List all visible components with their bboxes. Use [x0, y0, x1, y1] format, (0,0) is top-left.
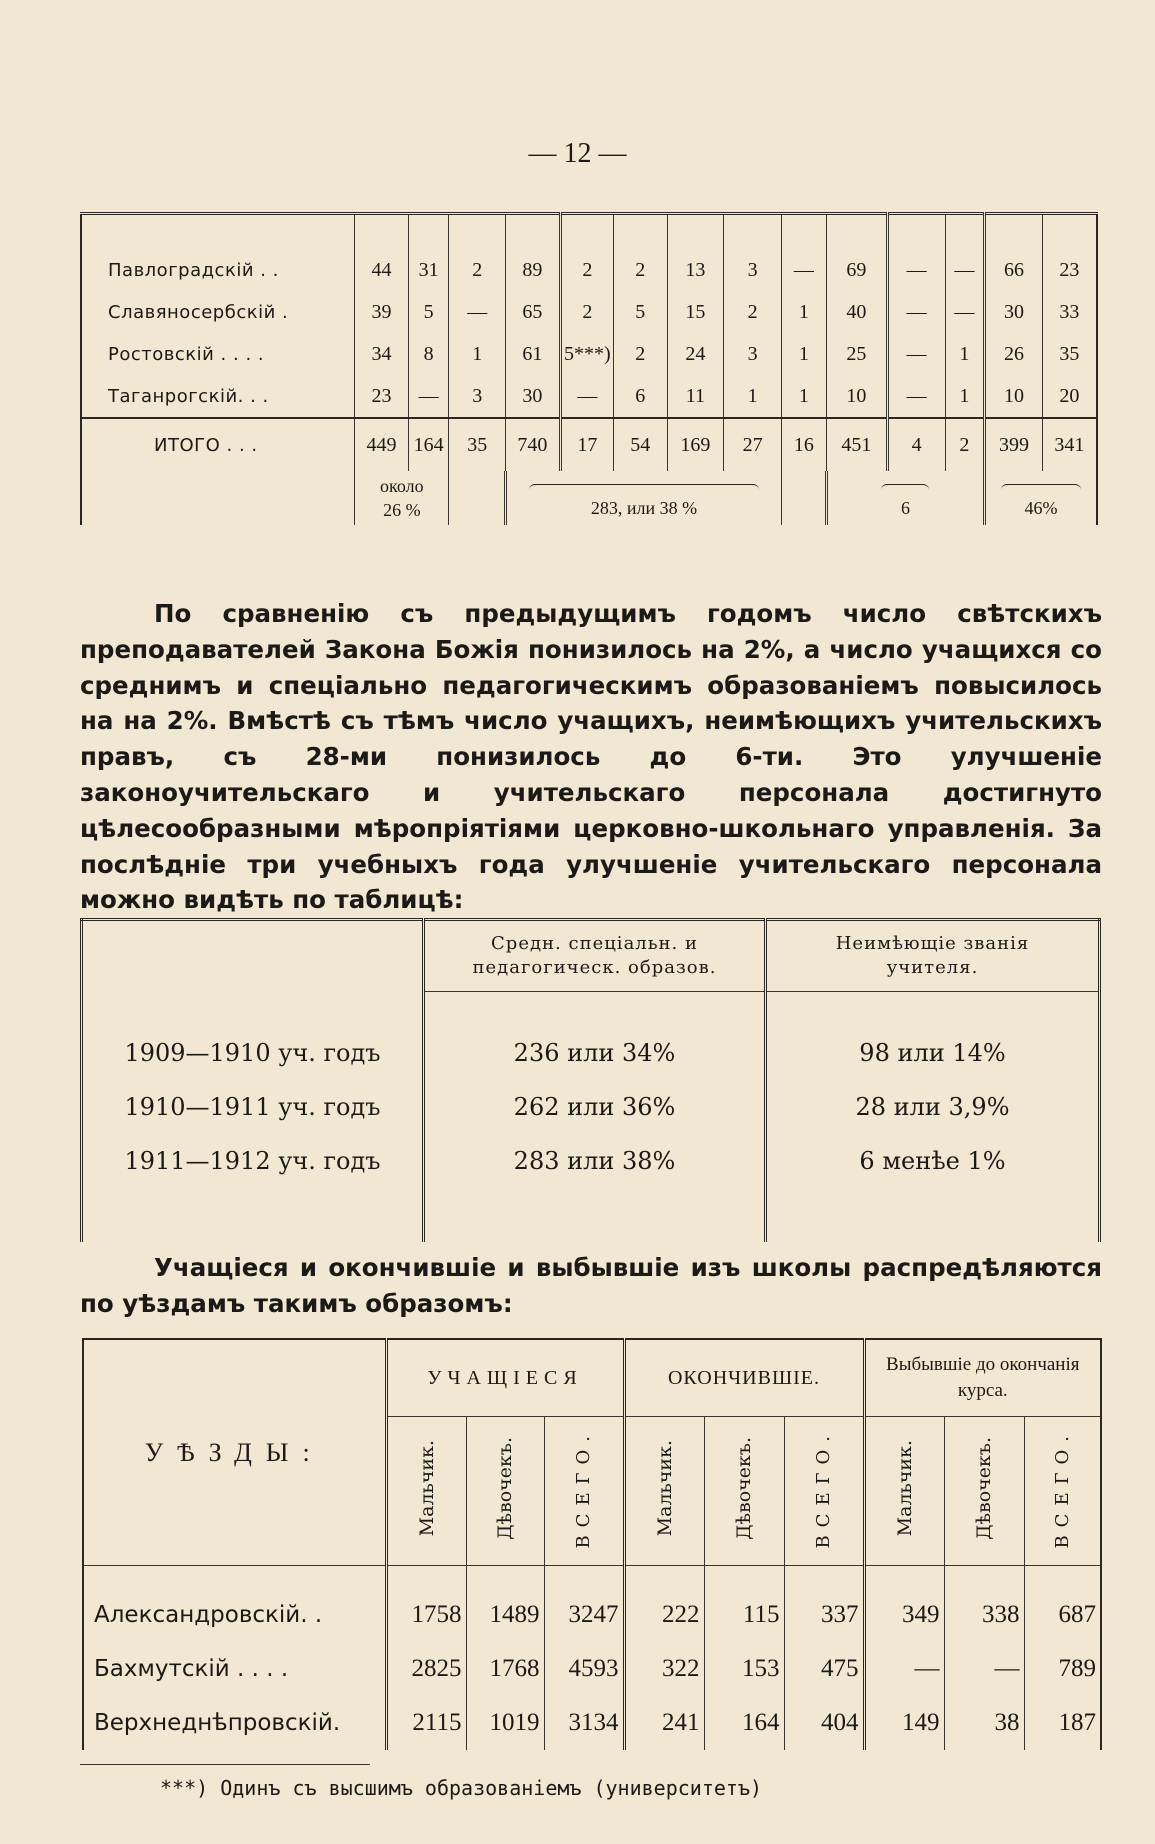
cell-value: 31: [408, 249, 449, 291]
column-subheader: Мальчик.: [415, 1440, 438, 1537]
district-row: [83, 1642, 1101, 1696]
district-name: Ростовскій . . . .: [81, 333, 355, 375]
cell-value: 5***): [560, 333, 613, 375]
cell-value: 40: [826, 291, 887, 333]
count-value: 164: [704, 1696, 784, 1750]
total-value: 399: [985, 418, 1043, 471]
count-value: 1489: [466, 1566, 544, 1643]
total-value: 4: [887, 418, 945, 471]
qualification-value: 28 или 3,9%: [766, 1080, 1100, 1134]
cell-value: 33: [1042, 291, 1097, 333]
count-value: 1768: [466, 1642, 544, 1696]
cell-value: —: [887, 249, 945, 291]
total-value: 27: [724, 418, 782, 471]
district-row: [81, 333, 1097, 375]
cell-value: 3: [724, 249, 782, 291]
cell-value: 15: [667, 291, 724, 333]
district-row: [81, 249, 1097, 291]
header-special-education: Средн. спеціальн. и педагогическ. образов.: [424, 920, 766, 992]
cell-value: —: [887, 291, 945, 333]
cell-value: —: [781, 249, 826, 291]
cell-value: —: [449, 291, 506, 333]
uezd-header: УѢЗДЫ:: [83, 1339, 386, 1566]
district-name: Бахмутскій . . . .: [83, 1642, 386, 1696]
brace-mark: [529, 484, 759, 491]
count-value: 404: [784, 1696, 864, 1750]
cell-value: —: [887, 375, 945, 418]
cell-value: 23: [355, 375, 408, 418]
column-subheader: Дѣвочекъ.: [973, 1437, 995, 1540]
count-value: 338: [944, 1566, 1024, 1643]
cell-value: 34: [355, 333, 408, 375]
district-name: Таганрогскій. . .: [81, 375, 355, 418]
cell-value: 24: [667, 333, 724, 375]
cell-value: 1: [945, 375, 985, 418]
cell-value: 2: [560, 249, 613, 291]
total-value: 54: [614, 418, 667, 471]
qualification-value: 236 или 34%: [424, 992, 766, 1081]
page-number: — 12 —: [528, 138, 627, 169]
brace-mark: [881, 484, 929, 491]
cell-value: 61: [506, 333, 561, 375]
cell-value: 2: [560, 291, 613, 333]
count-value: 241: [624, 1696, 704, 1750]
cell-value: 30: [985, 291, 1043, 333]
cell-value: 2: [724, 291, 782, 333]
count-value: 789: [1058, 1655, 1097, 1682]
subheader-cell: [944, 1417, 1024, 1566]
count-value: 2825: [386, 1642, 466, 1696]
total-value: 740: [506, 418, 561, 471]
cell-value: 1: [781, 375, 826, 418]
count-value: 2115: [386, 1696, 466, 1750]
column-subheader: Мальчик.: [653, 1440, 676, 1537]
count-value: 153: [704, 1642, 784, 1696]
cell-value: 1: [449, 333, 506, 375]
column-subheader: ВСЕГО.: [573, 1428, 594, 1549]
district-name: Верхнеднѣпровскій.: [83, 1696, 386, 1750]
qualification-value: 262 или 36%: [424, 1080, 766, 1134]
subheader-cell: [1024, 1417, 1101, 1566]
cell-value: —: [887, 333, 945, 375]
total-value: 35: [449, 418, 506, 471]
cell-value: 3: [724, 333, 782, 375]
district-row: [83, 1566, 1101, 1643]
year-row: [82, 992, 1100, 1081]
subheader-cell: [624, 1417, 704, 1566]
total-value: 449: [355, 418, 408, 471]
total-value: 2: [945, 418, 985, 471]
count-value: 222: [624, 1566, 704, 1643]
total-value: 16: [781, 418, 826, 471]
cell-value: 1: [945, 333, 985, 375]
cell-value: 1: [781, 333, 826, 375]
total-value: 451: [826, 418, 887, 471]
count-value: 475: [784, 1642, 864, 1696]
subheader-cell: [544, 1417, 624, 1566]
group-header-students: УЧАЩІЕСЯ: [386, 1339, 624, 1417]
cell-value: 6: [614, 375, 667, 418]
cell-value: 10: [985, 375, 1043, 418]
cell-value: —: [945, 249, 985, 291]
subheader-cell: [784, 1417, 864, 1566]
cell-value: 5: [614, 291, 667, 333]
teacher-qualification-table: [80, 918, 1101, 1242]
summary-group-d: 46%: [1024, 498, 1058, 518]
count-value: 187: [1058, 1709, 1097, 1736]
group-header-graduated: ОКОНЧИВШІЕ.: [624, 1339, 864, 1417]
qualification-value: 283 или 38%: [424, 1134, 766, 1188]
count-value: 349: [864, 1566, 944, 1643]
count-value: 4593: [544, 1642, 624, 1696]
count-value: 3247: [544, 1566, 624, 1643]
year-row: [82, 1134, 1100, 1188]
cell-value: 2: [614, 249, 667, 291]
cell-value: 66: [985, 249, 1043, 291]
summary-group-b: 283, или 38 %: [590, 498, 698, 518]
cell-value: 2: [614, 333, 667, 375]
total-value: 164: [408, 418, 449, 471]
column-subheader: ВСЕГО.: [813, 1428, 834, 1549]
totals-summary-row: [81, 471, 1097, 525]
brace-mark: [1001, 484, 1081, 491]
cell-value: 5: [408, 291, 449, 333]
count-value: 3134: [544, 1696, 624, 1750]
subheader-cell: [466, 1417, 544, 1566]
cell-value: 13: [667, 249, 724, 291]
year-row: [82, 1080, 1100, 1134]
column-subheader: Дѣвочекъ.: [733, 1437, 755, 1540]
academic-year: 1911—1912 уч. годъ: [124, 1147, 381, 1175]
cell-value: 1: [781, 291, 826, 333]
count-value: 149: [864, 1696, 944, 1750]
cell-value: —: [560, 375, 613, 418]
summary-group-c: 6: [900, 498, 910, 518]
paragraph-comparison: По сравненію съ предыдущимъ годомъ число свѣтскихъ преподавателей Закона Божія понизилось на 2%, а число учащихся со среднимъ и спеціально педагогическимъ образованіемъ повысилось на на 2%. Вмѣстѣ съ тѣмъ число учащихъ, неимѣющихъ учительскихъ правъ, съ 28-ми понизилось до 6-ти. Это улучшеніе законоучительскаго и учительскаго персонала достигнуто цѣлесообразными мѣропріятіями церковно-школьнаго управленія. За послѣдніе три учебныхъ года улучшеніе учительскаго персонала можно видѣть по таблицѣ:: [80, 599, 1102, 915]
total-value: 17: [560, 418, 613, 471]
cell-value: —: [408, 375, 449, 418]
footnote: ***) Одинъ съ высшимъ образованіемъ (университетъ): [160, 1776, 763, 1800]
district-row: [81, 375, 1097, 418]
academic-year: 1910—1911 уч. годъ: [124, 1093, 381, 1121]
teachers-table: [80, 212, 1098, 525]
paragraph-distribution: Учащіеся и окончившіе и выбывшіе изъ школы распредѣляются по уѣздамъ такимъ образомъ:: [80, 1253, 1102, 1318]
total-row: ИТОГО . . . 449 164 35 740 17 54 169 27 16 451 4 2 399 341: [81, 418, 1097, 471]
cell-value: 3: [449, 375, 506, 418]
header-no-qualification: Неимѣющіе званія учителя.: [766, 920, 1100, 992]
cell-value: 10: [826, 375, 887, 418]
cell-value: —: [945, 291, 985, 333]
cell-value: 8: [408, 333, 449, 375]
column-subheader: ВСЕГО.: [1051, 1428, 1073, 1549]
total-value: 341: [1042, 418, 1097, 471]
subheader-cell: [704, 1417, 784, 1566]
column-subheader: Дѣвочекъ.: [494, 1437, 516, 1540]
cell-value: 69: [826, 249, 887, 291]
academic-year: 1909—1910 уч. годъ: [124, 1038, 381, 1067]
district-name: Павлоградскій . .: [81, 249, 355, 291]
qualification-value: 98 или 14%: [766, 992, 1100, 1081]
district-row: [81, 291, 1097, 333]
cell-value: 26: [985, 333, 1043, 375]
cell-value: 30: [506, 375, 561, 418]
subheader-cell: [864, 1417, 944, 1566]
group-header-dropped: Выбывшіе до окончанія курса.: [864, 1339, 1101, 1417]
column-subheader: Мальчик.: [893, 1440, 916, 1537]
count-value: 38: [944, 1696, 1024, 1750]
cell-value: 11: [667, 375, 724, 418]
cell-value: 35: [1042, 333, 1097, 375]
cell-value: 20: [1042, 375, 1097, 418]
students-by-district-table: [82, 1338, 1102, 1750]
subheader-cell: [386, 1417, 466, 1566]
count-value: 1758: [386, 1566, 466, 1643]
district-name: Славяносербскій .: [81, 291, 355, 333]
district-name: Александровскій. .: [83, 1566, 386, 1643]
total-value: 169: [667, 418, 724, 471]
cell-value: 89: [506, 249, 561, 291]
count-value: 322: [624, 1642, 704, 1696]
count-value: —: [864, 1642, 944, 1696]
count-value: —: [944, 1642, 1024, 1696]
summary-note-line2: 26 %: [383, 500, 421, 520]
count-value: 1019: [466, 1696, 544, 1750]
count-value: 687: [1058, 1601, 1097, 1628]
year-header: [82, 920, 424, 992]
cell-value: 1: [724, 375, 782, 418]
footnote-divider: [80, 1764, 370, 1765]
district-row: [83, 1696, 1101, 1750]
cell-value: 2: [449, 249, 506, 291]
qualification-value: 6 менѣе 1%: [766, 1134, 1100, 1188]
cell-value: 25: [826, 333, 887, 375]
count-value: 115: [704, 1566, 784, 1643]
summary-note-line1: около: [380, 476, 424, 496]
cell-value: 65: [506, 291, 561, 333]
count-value: 337: [784, 1566, 864, 1643]
cell-value: 44: [355, 249, 408, 291]
cell-value: 39: [355, 291, 408, 333]
cell-value: 23: [1042, 249, 1097, 291]
